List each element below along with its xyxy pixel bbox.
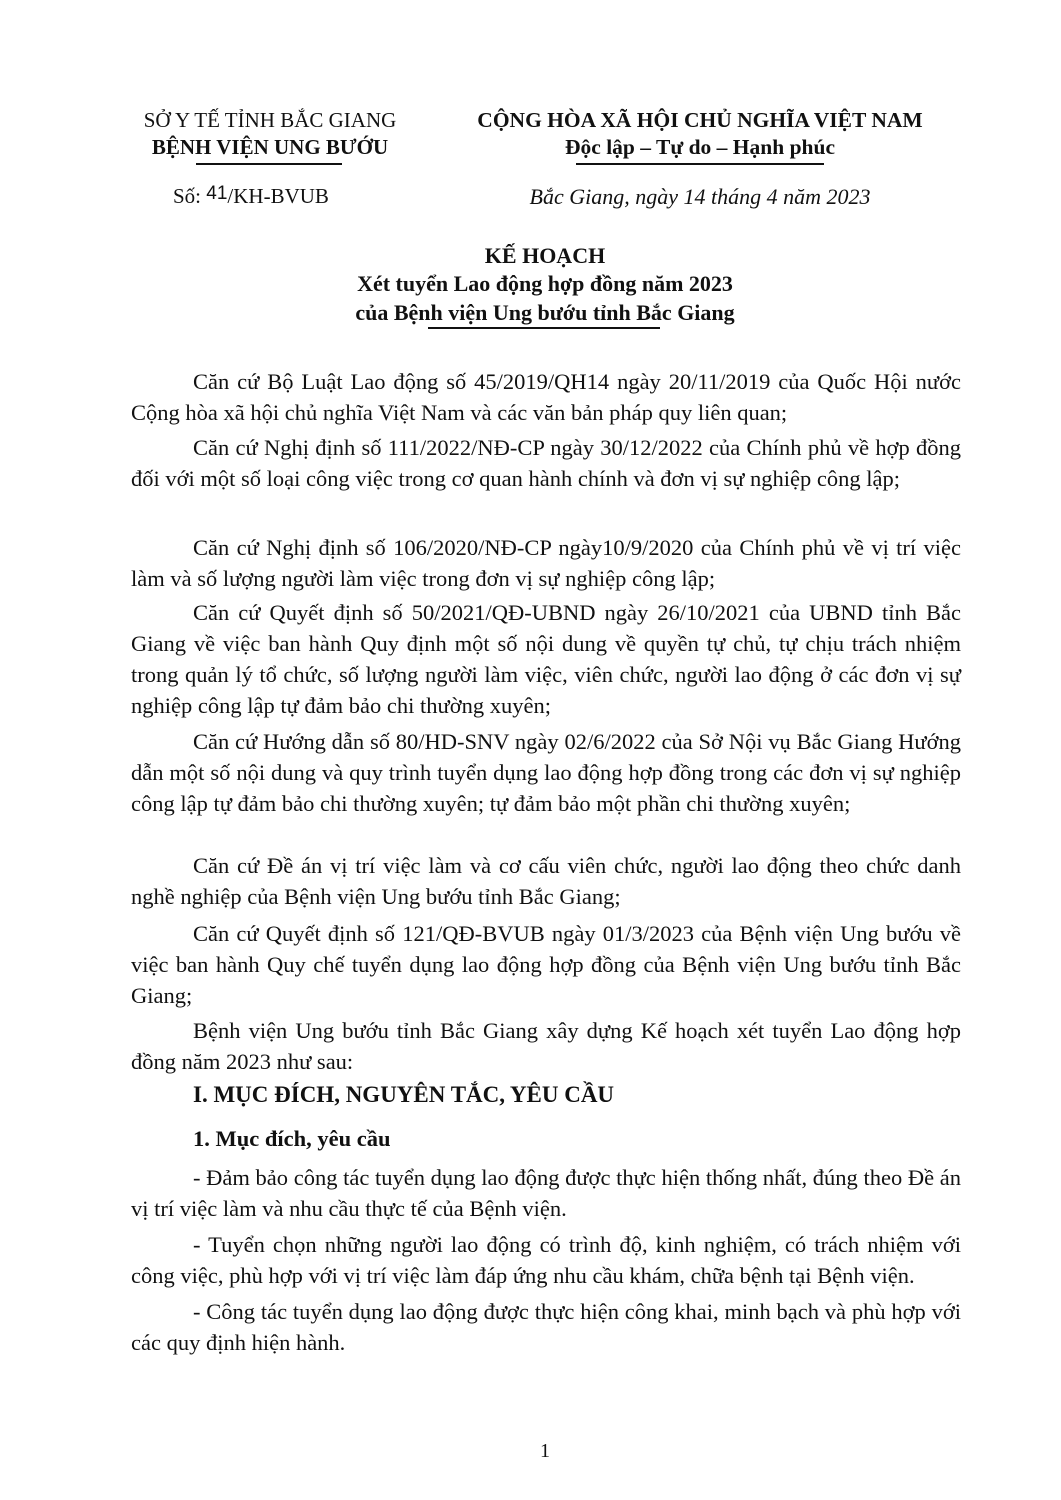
legal-basis-paragraph: Căn cứ Đề án vị trí việc làm và cơ cấu viên chức, người lao động theo chức danh nghề nghiệp của Bệnh viện Ung bướu tỉnh Bắc Giang; bbox=[131, 853, 961, 909]
bullet-item: - Đảm bảo công tác tuyển dụng lao động được thực hiện thống nhất, đúng theo Đề án vị trí việc làm và nhu cầu thực tế của Bệnh viện. bbox=[131, 1165, 961, 1221]
nation-title: CỘNG HÒA XÃ HỘI CHỦ NGHĨA VIỆT NAM bbox=[477, 108, 923, 132]
bullet-item: - Tuyển chọn những người lao động có trình độ, kinh nghiệm, có trách nhiệm với công việc, phù hợp với vị trí việc làm đáp ứng nhu cầu khám, chữa bệnh tại Bệnh viện. bbox=[131, 1232, 961, 1288]
document-type: KẾ HOẠCH bbox=[484, 243, 606, 268]
title-underline bbox=[428, 327, 660, 329]
legal-basis-paragraph: Căn cứ Quyết định số 121/QĐ-BVUB ngày 01/3/2023 của Bệnh viện Ung bướu về việc ban hành Quy chế tuyển dụng lao động hợp đồng của Bệnh viện Ung bướu tỉnh Bắc Giang; bbox=[131, 921, 961, 1008]
place-date: Bắc Giang, ngày 14 tháng 4 năm 2023 bbox=[529, 184, 871, 209]
bullet-item: - Công tác tuyển dụng lao động được thực hiện công khai, minh bạch và phù hợp với các quy định hiện hành. bbox=[131, 1299, 961, 1355]
subsection-heading: 1. Mục đích, yêu cầu bbox=[193, 1126, 391, 1151]
legal-basis-paragraph: Căn cứ Hướng dẫn số 80/HD-SNV ngày 02/6/2022 của Sở Nội vụ Bắc Giang Hướng dẫn một số nội dung và quy trình tuyển dụng lao động hợp đồng trong các đơn vị sự nghiệp công lập tự đảm bảo chi thường xuyên; tự đảm bảo một phần chi thường xuyên; bbox=[131, 729, 961, 816]
department-name: SỞ Y TẾ TỈNH BẮC GIANG bbox=[143, 108, 397, 132]
page-number: 1 bbox=[540, 1440, 550, 1462]
section-heading: I. MỤC ĐÍCH, NGUYÊN TẮC, YÊU CẦU bbox=[193, 1082, 615, 1107]
document-title-line1: Xét tuyển Lao động hợp đồng năm 2023 bbox=[357, 271, 733, 296]
legal-basis-paragraph: Căn cứ Nghị định số 106/2020/NĐ-CP ngày10/9/2020 của Chính phủ về vị trí việc làm và số lượng người làm việc trong đơn vị sự nghiệp công lập; bbox=[131, 535, 961, 591]
legal-basis-paragraph: Căn cứ Bộ Luật Lao động số 45/2019/QH14 ngày 20/11/2019 của Quốc Hội nước Cộng hòa xã hội chủ nghĩa Việt Nam và các văn bản pháp quy liên quan; bbox=[131, 369, 961, 425]
legal-basis-paragraph: Căn cứ Nghị định số 111/2022/NĐ-CP ngày 30/12/2022 của Chính phủ về hợp đồng đối với một số loại công việc trong cơ quan hành chính và đơn vị sự nghiệp công lập; bbox=[131, 435, 961, 491]
hospital-name: BỆNH VIỆN UNG BƯỚU bbox=[151, 135, 389, 159]
motto-underline bbox=[576, 163, 824, 165]
national-motto: Độc lập – Tự do – Hạnh phúc bbox=[565, 135, 835, 159]
hospital-underline bbox=[196, 163, 342, 165]
legal-basis-paragraph: Căn cứ Quyết định số 50/2021/QĐ-UBND ngày 26/10/2021 của UBND tỉnh Bắc Giang về việc ban hành Quy định một số nội dung về quyền tự chủ, tự chịu trách nhiệm trong quản lý tổ chức, số lượng người làm việc, viên chức, người lao động ở các đơn vị sự nghiệp công lập tự đảm bảo chi thường xuyên; bbox=[131, 600, 961, 718]
intro-paragraph: Bệnh viện Ung bướu tỉnh Bắc Giang xây dựng Kế hoạch xét tuyển Lao động hợp đồng năm 2023 như sau: bbox=[131, 1018, 961, 1074]
document-title-line2: của Bệnh viện Ung bướu tỉnh Bắc Giang bbox=[355, 300, 735, 325]
document-number: Số: 41/KH-BVUB bbox=[173, 183, 329, 208]
